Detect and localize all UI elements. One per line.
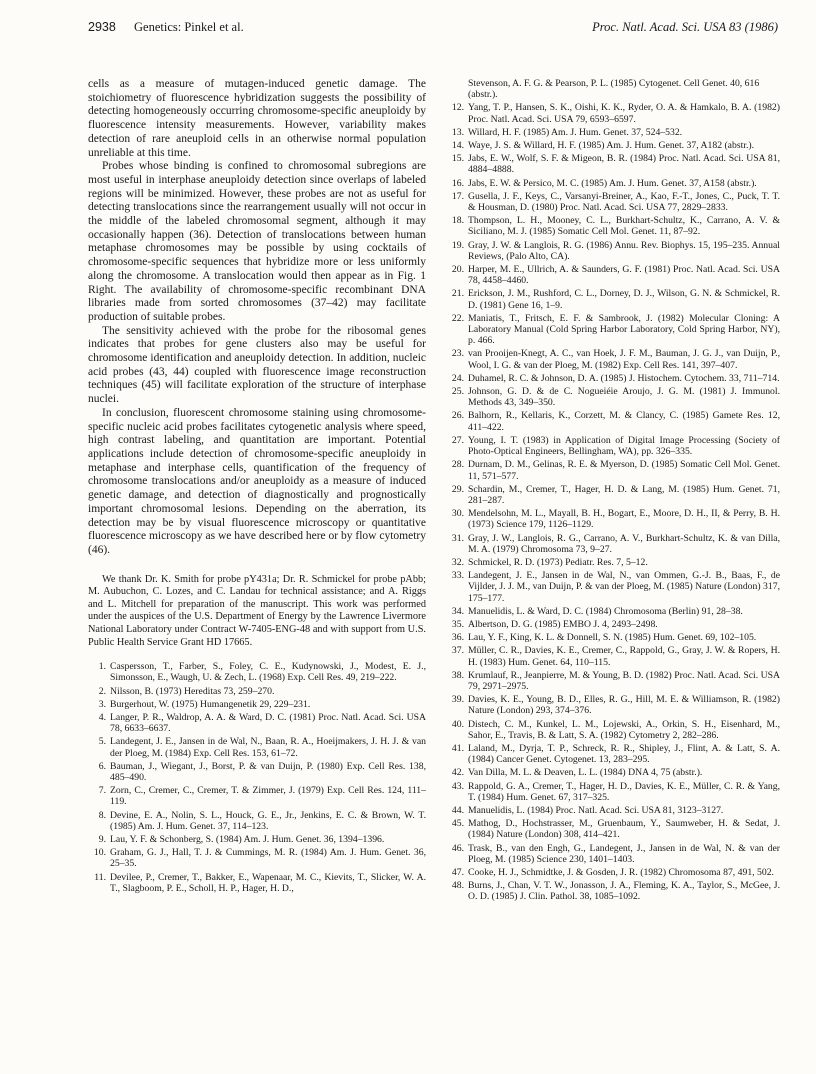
- reference-item: [444, 843, 780, 865]
- reference-number: 31.: [451, 532, 464, 544]
- reference-number: 11.: [94, 871, 106, 883]
- reference-item: [444, 484, 780, 506]
- right-column: [444, 78, 780, 905]
- reference-number: 25.: [451, 386, 464, 398]
- reference-text: Devine, E. A., Nolin, S. L., Houck, G. E., Jr., Jenkins, E. C. & Brown, W. T. (1985) Am. J. Hum. Genet. 37, 114–123.: [110, 809, 426, 832]
- reference-number: 1.: [98, 661, 106, 673]
- reference-number: 22.: [451, 312, 464, 324]
- reference-text: Distech, C. M., Kunkel, L. M., Lojewski, A., Orkin, S. H., Eisenhard, M., Sahor, E., Travis, B. & Latt, S. A. (1982) Cytometry 2, 282–286.: [468, 718, 780, 741]
- reference-text: Trask, B., van den Engh, G., Landegent, J., Jansen in de Wal, N. & van der Ploeg, M. (1985) Science 230, 1401–1403.: [468, 842, 780, 865]
- reference-text: Manuelidis, L. & Ward, D. C. (1984) Chromosoma (Berlin) 91, 28–38.: [468, 605, 743, 617]
- reference-number: 16.: [451, 177, 464, 189]
- body-paragraph: In conclusion, fluorescent chromosome staining using chromosome-specific nucleic acid probes facilitates cytogenetic analysis where speed, high contrast labeling, and quantitation are important. Potential applications include detection of chromosome-specific aneuploidy in metaphase and interphase cells, quantification of the frequency of chromosome translocations and/or aneuploidy as a measure of induced genetic damage, and detection of diagnostically and prognostically important chromosomal lesions. Depending on the aberration, its detection may be by visual fluorescence microscopy or quantitative fluorescence microscopy as we have described here or by flow cytometry (46).: [88, 406, 426, 556]
- reference-text: Thompson, L. H., Mooney, C. L., Burkhart-Schultz, K., Carrano, A. V. & Siciliano, M. J. (1985) Somatic Cell Mol. Genet. 11, 87–92.: [468, 215, 780, 238]
- reference-text: Jabs, E. W. & Persico, M. C. (1985) Am. J. Hum. Genet. 37, A158 (abstr.).: [468, 177, 757, 189]
- reference-number: 26.: [451, 410, 464, 422]
- reference-item: [88, 810, 426, 832]
- reference-text: Harper, M. E., Ullrich, A. & Saunders, G. F. (1981) Proc. Natl. Acad. Sci. USA 78, 4458–4460.: [468, 264, 780, 287]
- body-paragraph: cells as a measure of mutagen-induced genetic damage. The stoichiometry of fluorescence hybridization suggests the possibility of detecting homogeneously occurring chromosome-specific aneuploidy by fluorescence intensity measurements. However, variability makes detection of rare aneuploid cells in an otherwise normal population unreliable at this time.: [88, 78, 426, 159]
- reference-item: [88, 834, 426, 845]
- reference-item: [444, 533, 780, 555]
- reference-number: 3.: [98, 698, 106, 710]
- reference-text: Zorn, C., Cremer, C., Cremer, T. & Zimmer, J. (1979) Exp. Cell Res. 124, 111–119.: [110, 785, 426, 808]
- reference-number: 18.: [451, 215, 464, 227]
- reference-text: Durnam, D. M., Gelinas, R. E. & Myerson, D. (1985) Somatic Cell Mol. Genet. 11, 571–577.: [468, 459, 780, 482]
- reference-number: 35.: [451, 618, 464, 630]
- reference-item: [88, 736, 426, 758]
- reference-item: [444, 632, 780, 643]
- reference-text: Van Dilla, M. L. & Deaven, L. L. (1984) DNA 4, 75 (abstr.).: [468, 767, 703, 779]
- reference-number: 46.: [451, 842, 464, 854]
- reference-item: [444, 191, 780, 213]
- reference-number: 20.: [451, 264, 464, 276]
- reference-text: Landegent, J. E., Jansen in de Wal, N., van Ommen, G.-J. B., Baas, F., de Vijlder, J. J. M., van Duijn, P. & van der Ploeg, M. (1985) Nature (London) 317, 175–177.: [468, 570, 780, 604]
- reference-item: [444, 348, 780, 370]
- reference-number: 24.: [451, 372, 464, 384]
- reference-text: Caspersson, T., Farber, S., Foley, C. E., Kudynowski, J., Modest, E. J., Simonsson, E., Waugh, U. & Zech, L. (1968) Exp. Cell Res. 49, 219–222.: [110, 661, 426, 684]
- reference-continuation: Stevenson, A. F. G. & Pearson, P. L. (1985) Cytogenet. Cell Genet. 40, 616 (abstr.).: [468, 78, 760, 101]
- reference-item: [444, 459, 780, 481]
- reference-item: [444, 153, 780, 175]
- reference-text: Lau, Y. F., King, K. L. & Donnell, S. N. (1985) Hum. Genet. 69, 102–105.: [468, 632, 757, 644]
- reference-item: [444, 288, 780, 310]
- reference-text: Landegent, J. E., Jansen in de Wal, N., Baan, R. A., Hoeijmakers, J. H. J. & van der Ploeg, M. (1984) Exp. Cell Res. 153, 61–72.: [110, 736, 426, 759]
- reference-text: van Prooijen-Knegt, A. C., van Hoek, J. F. M., Bauman, J. G. J., van Duijn, P., Wool, I. G. & van der Ploeg, M. (1982) Exp. Cell Res. 141, 397–407.: [468, 348, 780, 371]
- reference-number: 36.: [451, 632, 464, 644]
- reference-text: Graham, G. J., Hall, T. J. & Cummings, M. R. (1984) Am. J. Hum. Genet. 36, 25–35.: [110, 847, 426, 870]
- reference-number: 45.: [451, 818, 464, 830]
- reference-number: 34.: [451, 605, 464, 617]
- reference-item: [444, 880, 780, 902]
- reference-item: [88, 686, 426, 697]
- reference-text: Johnson, G. D. & de C. Nogueiéie Aroujo, J. G. M. (1981) J. Immunol. Methods 43, 349–350.: [468, 386, 780, 409]
- reference-item: [444, 619, 780, 630]
- reference-number: 7.: [98, 785, 106, 797]
- reference-number: 9.: [98, 834, 106, 846]
- reference-item: [88, 699, 426, 710]
- reference-item: [444, 570, 780, 604]
- reference-text: Albertson, D. G. (1985) EMBO J. 4, 2493–2498.: [468, 618, 658, 630]
- body-paragraph: The sensitivity achieved with the probe for the ribosomal genes indicates that probes for gene clusters also may be useful for chromosome identification and aneuploidy detection. In addition, nucleic acid probes (43, 44) coupled with fluorescence image reconstruction techniques (45) will facilitate exploration of the structure of interphase nuclei.: [88, 324, 426, 406]
- reference-item: [444, 102, 780, 124]
- journal-citation: Proc. Natl. Acad. Sci. USA 83 (1986): [592, 20, 778, 34]
- reference-text: Cooke, H. J., Schmidtke, J. & Gosden, J. R. (1982) Chromosoma 87, 491, 502.: [468, 867, 774, 878]
- reference-number: 41.: [451, 742, 464, 754]
- reference-number: 5.: [98, 736, 106, 748]
- reference-number: 27.: [451, 434, 464, 446]
- section-author: Genetics: Pinkel et al.: [134, 20, 244, 34]
- reference-text: Langer, P. R., Waldrop, A. A. & Ward, D. C. (1981) Proc. Natl. Acad. Sci. USA 78, 6633–6637.: [110, 711, 426, 735]
- reference-text: Bauman, J., Wiegant, J., Borst, P. & van Duijn, P. (1980) Exp. Cell Res. 138, 485–490.: [110, 760, 426, 783]
- reference-text: Burgerhout, W. (1975) Humangenetik 29, 229–231.: [110, 698, 311, 710]
- reference-item: [444, 781, 780, 803]
- reference-item: [444, 743, 780, 765]
- reference-item: [88, 785, 426, 807]
- reference-item: [444, 606, 780, 617]
- reference-item: [444, 508, 780, 530]
- reference-item: [444, 215, 780, 237]
- reference-text: Waye, J. S. & Willard, H. F. (1985) Am. J. Hum. Genet. 37, A182 (abstr.).: [468, 140, 755, 152]
- reference-text: Mathog, D., Hochstrasser, M., Gruenbaum, Y., Saumweber, H. & Sedat, J. (1984) Nature (London) 308, 414–421.: [468, 818, 780, 841]
- reference-number: 43.: [451, 780, 464, 792]
- reference-number: 14.: [451, 140, 464, 152]
- reference-item: [88, 847, 426, 869]
- reference-text: Young, I. T. (1983) in Application of Digital Image Processing (Society of Photo-Optical Engineers, Bellingham, WA), pp. 326–335.: [468, 434, 780, 458]
- reference-item: [444, 410, 780, 432]
- acknowledgment: We thank Dr. K. Smith for probe pY431a; Dr. R. Schmickel for probe pAbb; M. Aubuchon, C. Lozes, and C. Landau for technical assistance; and A. Riggs and L. Mitchell for preparation of the manuscript. This work was performed under the auspices of the U.S. Department of Energy by the Lawrence Livermore National Laboratory under Contract W-7405-ENG-48 and with support from U.S. Public Health Service Grant HD 17665.: [88, 573, 426, 648]
- reference-number: 10.: [93, 847, 106, 859]
- reference-number: 44.: [451, 804, 464, 816]
- reference-text: Rappold, G. A., Cremer, T., Hager, H. D., Davies, K. E., Müller, C. R. & Yang, T. (1984) Hum. Genet. 67, 317–325.: [468, 780, 780, 803]
- reference-number: 2.: [98, 685, 106, 697]
- reference-number: 23.: [451, 348, 464, 360]
- reference-text: Schmickel, R. D. (1973) Pediatr. Res. 7, 5–12.: [468, 556, 648, 568]
- reference-list-left: [88, 661, 426, 894]
- reference-text: Maniatis, T., Fritsch, E. F. & Sambrook, J. (1982) Molecular Cloning: A Laboratory Manual (Cold Spring Harbor Laboratory, Cold Spring Harbor, NY), p. 466.: [468, 312, 780, 347]
- reference-number: 19.: [451, 239, 464, 251]
- reference-number: 6.: [98, 760, 106, 772]
- page-number: 2938: [88, 20, 116, 34]
- reference-text: Gusella, J. F., Keys, C., Varsanyi-Breiner, A., Kao, F.-T., Jones, C., Puck, T. T. & Housman, D. (1980) Proc. Natl. Acad. Sci. USA 77, 2829–2833.: [468, 190, 780, 214]
- reference-item: [444, 140, 780, 151]
- reference-text: Balhorn, R., Kellaris, K., Corzett, M. & Clancy, C. (1985) Gamete Res. 12, 411–422.: [468, 410, 780, 433]
- reference-number: 37.: [451, 645, 464, 657]
- reference-number: 33.: [451, 570, 464, 582]
- reference-item: [444, 313, 780, 347]
- reference-item: [444, 818, 780, 840]
- reference-text: Devilee, P., Cremer, T., Bakker, E., Wapenaar, M. C., Kievits, T., Slicker, W. A. T., Slagboom, P. E., Scholl, H. P., Hager, H. D.,: [110, 871, 426, 894]
- reference-text: Davies, K. E., Young, B. D., Elles, R. G., Hill, M. E. & Williamson, R. (1982) Nature (London) 293, 374–376.: [468, 694, 780, 717]
- reference-number: 40.: [451, 718, 464, 730]
- reference-item: [444, 767, 780, 778]
- reference-item: [444, 670, 780, 692]
- reference-item: [88, 661, 426, 683]
- reference-number: 38.: [451, 669, 464, 681]
- reference-item: [444, 557, 780, 568]
- reference-text: Müller, C. R., Davies, K. E., Cremer, C., Rappold, G., Gray, J. W. & Ropers, H. H. (1983) Hum. Genet. 64, 110–115.: [468, 645, 780, 668]
- page-header: [88, 20, 778, 40]
- reference-text: Lau, Y. F. & Schonberg, S. (1984) Am. J. Hum. Genet. 36, 1394–1396.: [110, 834, 385, 846]
- reference-item: [444, 240, 780, 262]
- reference-item: [444, 264, 780, 286]
- reference-number: 48.: [451, 880, 464, 892]
- reference-number: 30.: [451, 508, 464, 520]
- reference-text: Jabs, E. W., Wolf, S. F. & Migeon, B. R. (1984) Proc. Natl. Acad. Sci. USA 81, 4884–4888.: [468, 153, 780, 176]
- reference-text: Manuelidis, L. (1984) Proc. Natl. Acad. Sci. USA 81, 3123–3127.: [468, 804, 724, 816]
- reference-text: Erickson, J. M., Rushford, C. L., Dorney, D. J., Wilson, G. N. & Schmickel, R. D. (1981) Gene 16, 1–9.: [468, 288, 780, 311]
- left-column: [88, 78, 426, 896]
- reference-number: 8.: [98, 809, 106, 821]
- reference-number: 29.: [451, 483, 464, 495]
- reference-text: Duhamel, R. C. & Johnson, D. A. (1985) J. Histochem. Cytochem. 33, 711–714.: [468, 372, 780, 384]
- reference-item: [444, 386, 780, 408]
- reference-number: 4.: [98, 711, 106, 723]
- reference-item: [444, 694, 780, 716]
- reference-text: Laland, M., Dyrja, T. P., Schreck, R. R., Shipley, J., Flint, A. & Latt, S. A. (1984) Cancer Genet. Cytogenet. 13, 283–295.: [468, 742, 780, 766]
- reference-item: [444, 867, 780, 878]
- reference-number: 17.: [451, 190, 464, 202]
- reference-text: Gray, J. W. & Langlois, R. G. (1986) Annu. Rev. Biophys. 15, 195–235. Annual Reviews, (Palo Alto, CA).: [468, 239, 780, 262]
- reference-number: 47.: [451, 867, 464, 878]
- reference-number: 32.: [451, 556, 464, 568]
- reference-item: [444, 435, 780, 457]
- reference-text: Gray, J. W., Langlois, R. G., Carrano, A. V., Burkhart-Schultz, K. & van Dilla, M. A. (1979) Chromosoma 73, 9–27.: [468, 532, 780, 555]
- reference-number: 21.: [451, 288, 464, 300]
- reference-item: [444, 373, 780, 384]
- reference-text: Nilsson, B. (1973) Hereditas 73, 259–270.: [110, 685, 275, 697]
- reference-text: Krumlauf, R., Jeanpierre, M. & Young, B. D. (1982) Proc. Natl. Acad. Sci. USA 79, 2971–2975.: [468, 669, 780, 692]
- reference-text: Willard, H. F. (1985) Am. J. Hum. Genet. 37, 524–532.: [468, 126, 683, 138]
- reference-number: 39.: [451, 694, 464, 706]
- reference-text: Yang, T. P., Hansen, S. K., Oishi, K. K., Ryder, O. A. & Hamkalo, B. A. (1982) Proc. Natl. Acad. Sci. USA 79, 6593–6597.: [468, 102, 780, 125]
- reference-item: [88, 761, 426, 783]
- reference-item: [444, 805, 780, 816]
- reference-item: [444, 645, 780, 667]
- reference-item: [444, 719, 780, 741]
- reference-item: [444, 127, 780, 138]
- reference-number: 12.: [451, 102, 464, 114]
- reference-number: 13.: [451, 126, 464, 138]
- reference-number: 15.: [451, 153, 464, 165]
- reference-text: Schardin, M., Cremer, T., Hager, H. D. & Lang, M. (1985) Hum. Genet. 71, 281–287.: [468, 483, 780, 506]
- reference-text: Burns, J., Chan, V. T. W., Jonasson, J. A., Fleming, K. A., Taylor, S., McGee, J. O. D. (1985) J. Clin. Pathol. 38, 1085–1092.: [468, 880, 780, 903]
- reference-item: [88, 872, 426, 894]
- reference-text: Mendelsohn, M. L., Mayall, B. H., Bogart, E., Moore, D. H., II, & Perry, B. H. (1973) Science 179, 1126–1129.: [468, 508, 780, 531]
- reference-item: [444, 178, 780, 189]
- reference-list-right: [444, 102, 780, 902]
- reference-number: 42.: [451, 767, 464, 779]
- body-paragraph: Probes whose binding is confined to chromosomal subregions are most useful in interphase aneuploidy detection since overlaps of labeled regions will be minimized. However, these probes are not as useful for detecting translocations since the rearrangement usually will not occur in the middle of the labeled chromosomal segment, although it may occasionally happen (36). Detection of translocations between human metaphase chromosomes may be possible by using cocktails of chromosome-specific sequences that hybridize more or less uniformly along the chromosome. A translocation would then appear as in Fig. 1 Right. The availability of chromosome-specific recombinant DNA libraries made from sorted chromosomes (37–42) may facilitate production of suitable probes.: [88, 160, 426, 323]
- reference-item: [88, 712, 426, 734]
- reference-number: 28.: [451, 459, 464, 471]
